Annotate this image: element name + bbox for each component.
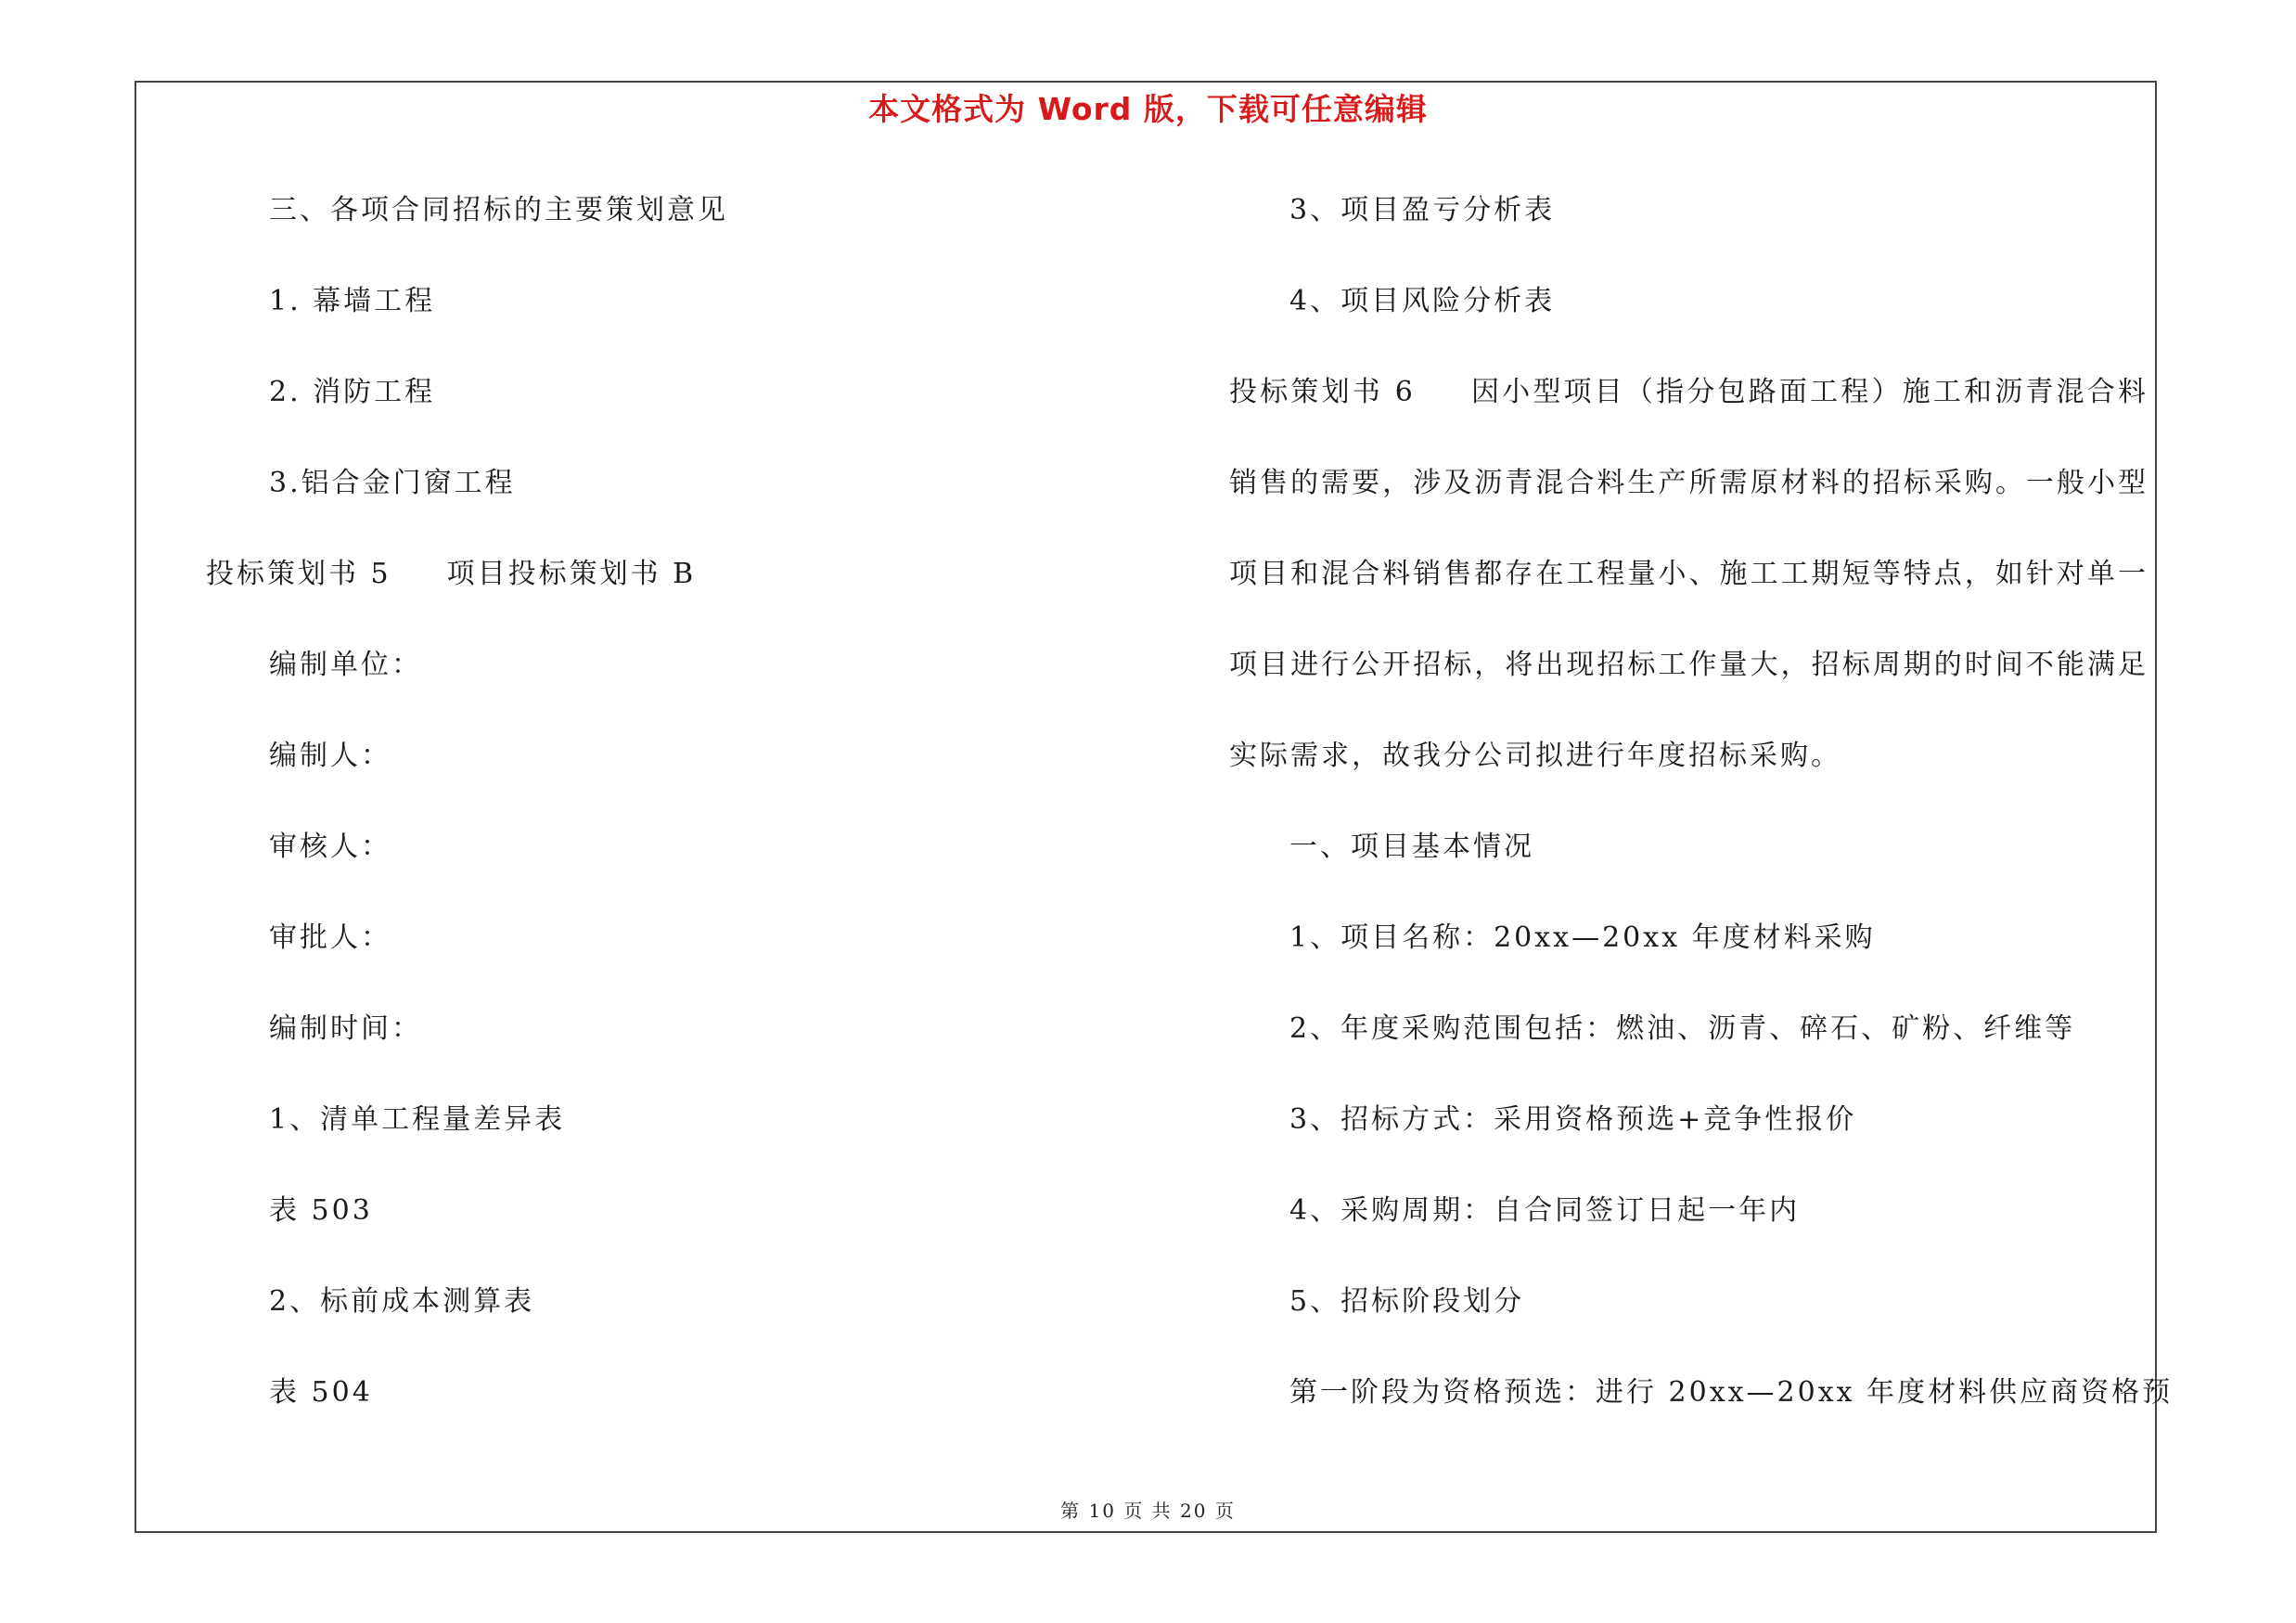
text-line <box>1229 374 2148 411</box>
line-text: 编制人： <box>269 740 391 772</box>
line-text: 实际需求，故我分公司拟进行年度招标采购。 <box>1229 740 1841 772</box>
text-line <box>1289 1011 2075 1048</box>
line-text: 投标策划书 6 <box>1229 376 1415 408</box>
line-text: 表 504 <box>269 1376 373 1409</box>
text-line <box>1289 192 1555 229</box>
line-text: 1. 幕墙工程 <box>269 285 436 317</box>
page-footer: 第 10 页 共 20 页 <box>1060 1500 1236 1522</box>
line-text: 1、清单工程量差异表 <box>269 1103 566 1136</box>
line-text: 审核人： <box>269 831 391 863</box>
line-text: 3、招标方式：采用资格预选+竞争性报价 <box>1289 1103 1857 1136</box>
line-text-tail: 项目投标策划书 B <box>446 558 697 590</box>
line-text: 第一阶段为资格预选：进行 20xx—20xx 年度材料供应商资格预 <box>1289 1376 2174 1409</box>
line-text: 项目进行公开招标，将出现招标工作量大，招标周期的时间不能满足 <box>1229 649 2148 681</box>
text-line <box>1289 920 1876 957</box>
line-text: 销售的需要，涉及沥青混合料生产所需原材料的招标采购。一般小型 <box>1229 467 2148 499</box>
text-line <box>1289 283 1555 320</box>
line-text: 3、项目盈亏分析表 <box>1289 194 1556 226</box>
line-text: 4、采购周期：自合同签订日起一年内 <box>1289 1194 1801 1227</box>
line-text: 审批人： <box>269 921 391 954</box>
text-line <box>1289 829 1534 866</box>
text-line <box>1229 465 2148 502</box>
line-text: 一、项目基本情况 <box>1289 831 1534 863</box>
text-line <box>1289 1283 1524 1320</box>
line-text: 编制时间： <box>269 1012 422 1045</box>
text-line <box>269 283 435 320</box>
text-line <box>1289 1374 2173 1411</box>
text-line <box>1289 1101 1856 1139</box>
line-text: 2、年度采购范围包括：燃油、沥青、碎石、矿粉、纤维等 <box>1289 1012 2076 1045</box>
text-line <box>1229 738 1841 775</box>
line-text: 三、各项合同招标的主要策划意见 <box>269 194 728 226</box>
text-line <box>269 738 391 775</box>
text-line <box>269 1011 422 1048</box>
format-banner: 本文格式为 Word 版，下载可任意编辑 <box>868 91 1428 127</box>
text-line <box>269 374 435 411</box>
line-text: 4、项目风险分析表 <box>1289 285 1556 317</box>
line-text-tail: 因小型项目（指分包路面工程）施工和沥青混合料 <box>1469 376 2148 408</box>
line-text: 3.铝合金门窗工程 <box>269 467 516 499</box>
text-line <box>206 556 696 593</box>
text-line <box>269 1283 534 1320</box>
line-text: 编制单位： <box>269 649 422 681</box>
line-text: 项目和混合料销售都存在工程量小、施工工期短等特点，如针对单一 <box>1229 558 2148 590</box>
text-line <box>269 1192 373 1230</box>
line-text: 1、项目名称：20xx—20xx 年度材料采购 <box>1289 921 1876 954</box>
text-line <box>269 1374 373 1411</box>
text-line <box>269 920 391 957</box>
line-text: 表 503 <box>269 1194 373 1227</box>
line-text: 5、招标阶段划分 <box>1289 1285 1525 1318</box>
text-line <box>269 829 391 866</box>
line-text: 2. 消防工程 <box>269 376 436 408</box>
text-line <box>269 465 516 502</box>
text-line <box>269 192 728 229</box>
text-line <box>1289 1192 1800 1230</box>
line-text: 投标策划书 5 <box>206 558 391 590</box>
text-line <box>269 1101 565 1139</box>
text-line <box>1229 647 2148 684</box>
line-text: 2、标前成本测算表 <box>269 1285 535 1318</box>
text-line <box>1229 556 2148 593</box>
text-line <box>269 647 422 684</box>
